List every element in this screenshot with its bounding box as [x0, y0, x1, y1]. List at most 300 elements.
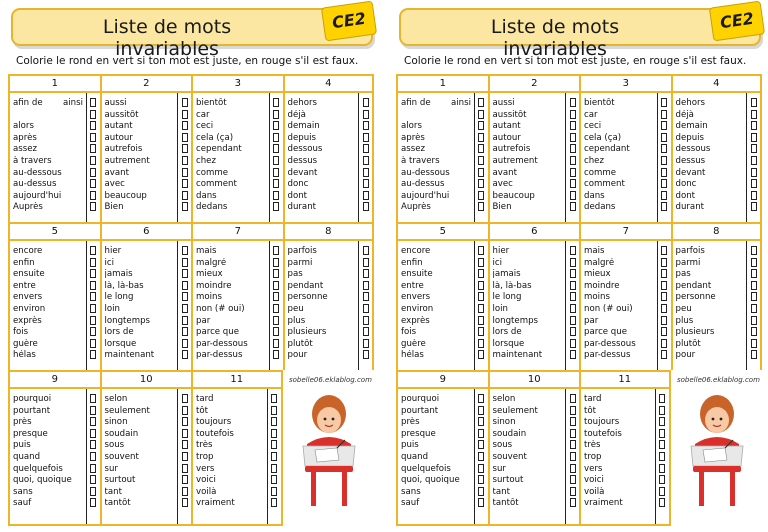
answer-checkbox[interactable] [570, 168, 576, 177]
cell-number: 7 [581, 224, 671, 241]
answer-checkbox[interactable] [570, 452, 576, 461]
answer-checkbox[interactable] [273, 191, 279, 200]
word-list [288, 98, 358, 214]
word-item: fois [13, 327, 29, 338]
word-item: au-dessus [401, 179, 445, 190]
answer-checkbox[interactable] [570, 339, 576, 348]
answer-checkbox[interactable] [182, 498, 188, 507]
answer-checkbox[interactable] [570, 202, 576, 211]
answer-checkbox[interactable] [363, 191, 369, 200]
answer-checkbox[interactable] [90, 144, 96, 153]
answer-checkbox[interactable] [478, 281, 484, 290]
answer-checkbox[interactable] [182, 156, 188, 165]
answer-checkbox[interactable] [659, 498, 665, 507]
word-list [13, 98, 83, 214]
answer-checkbox[interactable] [182, 339, 188, 348]
answer-checkbox[interactable] [570, 246, 576, 255]
word-item: soudain [104, 428, 139, 439]
answer-checkbox[interactable] [661, 144, 667, 153]
answer-checkbox[interactable] [570, 292, 576, 301]
answer-checkbox[interactable] [661, 316, 667, 325]
answer-checkbox[interactable] [659, 452, 665, 461]
answer-checkbox[interactable] [751, 339, 757, 348]
answer-checkbox[interactable] [182, 292, 188, 301]
answer-checkbox[interactable] [478, 191, 484, 200]
answer-checkbox[interactable] [271, 487, 277, 496]
word-item: non (# oui) [196, 303, 245, 314]
cell-number: 1 [398, 76, 488, 93]
answer-checkbox[interactable] [661, 339, 667, 348]
answer-checkbox[interactable] [570, 316, 576, 325]
answer-checkbox[interactable] [751, 202, 757, 211]
answer-checkbox[interactable] [182, 202, 188, 211]
answer-checkbox[interactable] [182, 394, 188, 403]
answer-checkbox[interactable] [182, 429, 188, 438]
answer-checkbox[interactable] [182, 464, 188, 473]
answer-checkbox[interactable] [90, 98, 96, 107]
illustration-area [673, 370, 762, 526]
answer-checkbox[interactable] [90, 417, 96, 426]
word-item: moindre [196, 280, 232, 291]
answer-checkbox[interactable] [478, 440, 484, 449]
answer-checkbox[interactable] [182, 191, 188, 200]
answer-checkbox[interactable] [661, 121, 667, 130]
word-item: là, là-bas [492, 280, 532, 291]
answer-checkbox[interactable] [570, 269, 576, 278]
word-item: lorsque [492, 338, 525, 349]
answer-checkbox[interactable] [570, 350, 576, 359]
answer-checkbox[interactable] [271, 406, 277, 415]
answer-checkbox[interactable] [182, 179, 188, 188]
answer-checkbox[interactable] [478, 406, 484, 415]
answer-checkbox[interactable] [570, 144, 576, 153]
answer-checkbox[interactable] [273, 292, 279, 301]
answer-checkbox[interactable] [182, 98, 188, 107]
word-item: beaucoup [492, 190, 535, 201]
answer-checkbox[interactable] [90, 394, 96, 403]
answer-checkbox[interactable] [90, 316, 96, 325]
word-item: plus [675, 315, 694, 326]
answer-checkbox[interactable] [182, 168, 188, 177]
word-item: parfois [287, 246, 317, 256]
answer-checkbox[interactable] [273, 98, 279, 107]
answer-checkbox[interactable] [661, 133, 667, 142]
answer-checkbox[interactable] [570, 191, 576, 200]
word-item: maintenant [492, 350, 543, 361]
answer-checkbox[interactable] [659, 406, 665, 415]
answer-checkbox[interactable] [661, 98, 667, 107]
answer-checkbox[interactable] [363, 156, 369, 165]
word-cell-10 [488, 370, 580, 526]
answer-checkbox[interactable] [90, 202, 96, 211]
answer-checkbox[interactable] [271, 475, 277, 484]
word-item: peu [675, 303, 692, 314]
word-item: voici [584, 475, 604, 486]
answer-checkbox[interactable] [363, 269, 369, 278]
answer-checkbox[interactable] [751, 110, 757, 119]
word-cell-11 [191, 370, 283, 526]
answer-checkbox[interactable] [273, 258, 279, 267]
answer-checkbox[interactable] [478, 110, 484, 119]
cell-number: 5 [398, 224, 488, 241]
word-cell-3 [191, 74, 283, 222]
word-item: quand [13, 451, 41, 462]
page-title: Liste de mots invariables [490, 16, 620, 60]
word-cell-3 [579, 74, 671, 222]
answer-checkbox[interactable] [478, 350, 484, 359]
answer-checkbox[interactable] [363, 98, 369, 107]
answer-checkbox[interactable] [363, 121, 369, 130]
word-item: lors de [104, 327, 134, 338]
answer-checkbox[interactable] [90, 246, 96, 255]
answer-checkbox[interactable] [363, 258, 369, 267]
answer-checkbox[interactable] [751, 156, 757, 165]
word-list [676, 98, 746, 214]
answer-checkbox[interactable] [90, 406, 96, 415]
cell-number: 3 [193, 76, 283, 93]
word-item: tôt [584, 405, 596, 416]
word-item: autrefois [104, 144, 143, 155]
answer-checkbox[interactable] [273, 133, 279, 142]
answer-checkbox[interactable] [478, 292, 484, 301]
answer-checkbox[interactable] [478, 246, 484, 255]
word-item: mieux [196, 269, 223, 280]
word-item: Bien [104, 202, 124, 213]
answer-checkbox[interactable] [661, 281, 667, 290]
answer-checkbox[interactable] [478, 202, 484, 211]
answer-checkbox[interactable] [661, 269, 667, 278]
answer-checkbox[interactable] [661, 258, 667, 267]
answer-checkbox[interactable] [661, 168, 667, 177]
answer-checkbox[interactable] [570, 121, 576, 130]
answer-checkbox[interactable] [273, 246, 279, 255]
answer-checkbox[interactable] [751, 258, 757, 267]
answer-checkbox[interactable] [751, 350, 757, 359]
answer-checkbox[interactable] [90, 168, 96, 177]
answer-checkbox[interactable] [659, 417, 665, 426]
word-item: voilà [584, 486, 605, 497]
answer-checkbox[interactable] [90, 350, 96, 359]
answer-checkbox[interactable] [90, 429, 96, 438]
answer-checkbox[interactable] [273, 144, 279, 153]
answer-checkbox[interactable] [478, 144, 484, 153]
answer-checkbox[interactable] [478, 156, 484, 165]
word-item: ainsi [63, 98, 83, 108]
answer-checkbox[interactable] [182, 417, 188, 426]
answer-checkbox[interactable] [182, 304, 188, 313]
answer-checkbox[interactable] [751, 168, 757, 177]
answer-checkbox[interactable] [570, 156, 576, 165]
answer-checkbox[interactable] [182, 258, 188, 267]
cell-number: 2 [102, 76, 192, 93]
word-item: pour [675, 350, 696, 361]
answer-checkbox[interactable] [182, 110, 188, 119]
answer-checkbox[interactable] [661, 191, 667, 200]
answer-checkbox[interactable] [363, 304, 369, 313]
answer-checkbox[interactable] [363, 292, 369, 301]
answer-checkbox[interactable] [751, 246, 757, 255]
answer-checkbox[interactable] [570, 98, 576, 107]
cell-number: 4 [673, 76, 761, 93]
word-item: dehors [287, 98, 317, 108]
answer-checkbox[interactable] [478, 394, 484, 403]
answer-checkbox[interactable] [570, 258, 576, 267]
answer-checkbox[interactable] [182, 452, 188, 461]
answer-checkbox[interactable] [182, 133, 188, 142]
answer-checkbox[interactable] [570, 464, 576, 473]
answer-checkbox[interactable] [90, 110, 96, 119]
answer-checkbox[interactable] [90, 121, 96, 130]
answer-checkbox[interactable] [273, 316, 279, 325]
answer-checkbox[interactable] [661, 246, 667, 255]
word-item: ceci [584, 121, 602, 132]
word-item: personne [287, 292, 328, 303]
answer-checkbox[interactable] [661, 179, 667, 188]
answer-checkbox[interactable] [273, 304, 279, 313]
answer-checkbox[interactable] [659, 429, 665, 438]
answer-checkbox[interactable] [659, 487, 665, 496]
answer-checkbox[interactable] [182, 121, 188, 130]
answer-checkbox[interactable] [363, 327, 369, 336]
answer-checkbox[interactable] [90, 292, 96, 301]
answer-checkbox[interactable] [478, 258, 484, 267]
word-item: tant [104, 486, 122, 497]
answer-checkbox[interactable] [570, 327, 576, 336]
answer-checkbox[interactable] [90, 498, 96, 507]
answer-checkbox[interactable] [273, 179, 279, 188]
title-banner [11, 8, 373, 60]
word-item: quelquefois [401, 463, 451, 474]
word-item: chez [196, 155, 216, 166]
answer-checkbox[interactable] [182, 440, 188, 449]
answer-checkbox[interactable] [751, 133, 757, 142]
word-item: avant [492, 167, 517, 178]
answer-checkbox[interactable] [90, 191, 96, 200]
answer-checkbox[interactable] [182, 281, 188, 290]
answer-checkbox[interactable] [751, 316, 757, 325]
word-list [401, 246, 471, 362]
answer-checkbox[interactable] [273, 281, 279, 290]
answer-checkbox[interactable] [273, 202, 279, 211]
answer-checkbox[interactable] [363, 246, 369, 255]
answer-checkbox[interactable] [182, 350, 188, 359]
answer-checkbox[interactable] [570, 429, 576, 438]
answer-checkbox[interactable] [478, 339, 484, 348]
answer-checkbox[interactable] [751, 327, 757, 336]
word-item: beaucoup [104, 190, 147, 201]
answer-checkbox[interactable] [751, 191, 757, 200]
answer-checkbox[interactable] [570, 133, 576, 142]
answer-checkbox[interactable] [273, 168, 279, 177]
answer-checkbox[interactable] [570, 304, 576, 313]
cell-body [490, 241, 580, 370]
answer-checkbox[interactable] [570, 440, 576, 449]
answer-checkbox[interactable] [90, 133, 96, 142]
answer-checkbox[interactable] [478, 168, 484, 177]
word-item: encore [401, 246, 431, 256]
site-credit: sobelle06.eklablog.com [677, 376, 760, 384]
answer-checkbox[interactable] [478, 179, 484, 188]
word-item: enfin [13, 257, 35, 268]
answer-checkbox[interactable] [271, 440, 277, 449]
answer-checkbox[interactable] [751, 269, 757, 278]
answer-checkbox[interactable] [570, 110, 576, 119]
answer-checkbox[interactable] [570, 417, 576, 426]
answer-checkbox[interactable] [751, 281, 757, 290]
word-list [493, 98, 563, 214]
answer-checkbox[interactable] [570, 406, 576, 415]
answer-checkbox[interactable] [478, 464, 484, 473]
answer-checkbox[interactable] [478, 304, 484, 313]
answer-checkbox[interactable] [273, 110, 279, 119]
answer-checkbox[interactable] [182, 487, 188, 496]
answer-checkbox[interactable] [661, 327, 667, 336]
word-item: aussitôt [492, 109, 527, 120]
answer-checkbox[interactable] [363, 339, 369, 348]
answer-checkbox[interactable] [751, 292, 757, 301]
answer-checkbox[interactable] [90, 327, 96, 336]
word-item: là, là-bas [104, 280, 144, 291]
word-item: envers [13, 292, 43, 303]
answer-checkbox[interactable] [659, 394, 665, 403]
answer-checkbox[interactable] [478, 269, 484, 278]
answer-checkbox[interactable] [661, 202, 667, 211]
answer-checkbox[interactable] [273, 327, 279, 336]
answer-checkbox[interactable] [90, 269, 96, 278]
answer-checkbox[interactable] [478, 498, 484, 507]
answer-checkbox[interactable] [478, 487, 484, 496]
answer-checkbox[interactable] [363, 350, 369, 359]
answer-checkbox[interactable] [659, 464, 665, 473]
word-item: sinon [492, 417, 516, 428]
answer-checkbox[interactable] [182, 246, 188, 255]
answer-checkbox[interactable] [90, 464, 96, 473]
answer-checkbox[interactable] [271, 464, 277, 473]
answer-checkbox[interactable] [271, 498, 277, 507]
answer-checkbox[interactable] [271, 417, 277, 426]
answer-checkbox[interactable] [478, 327, 484, 336]
answer-checkbox[interactable] [659, 475, 665, 484]
answer-checkbox[interactable] [363, 179, 369, 188]
word-item: ici [104, 257, 115, 268]
answer-checkbox[interactable] [570, 498, 576, 507]
answer-checkbox[interactable] [570, 281, 576, 290]
word-item: hier [104, 246, 122, 256]
answer-checkbox[interactable] [570, 394, 576, 403]
word-item: dont [287, 190, 308, 201]
cell-body [285, 93, 373, 222]
answer-checkbox[interactable] [363, 133, 369, 142]
answer-checkbox[interactable] [478, 475, 484, 484]
word-item: plusieurs [675, 327, 715, 338]
answer-checkbox[interactable] [182, 406, 188, 415]
answer-checkbox[interactable] [478, 121, 484, 130]
word-list [584, 394, 654, 510]
answer-checkbox[interactable] [661, 156, 667, 165]
answer-checkbox[interactable] [271, 394, 277, 403]
word-item: aussi [492, 98, 515, 108]
answer-checkbox[interactable] [182, 144, 188, 153]
answer-checkbox[interactable] [661, 110, 667, 119]
answer-checkbox[interactable] [570, 475, 576, 484]
answer-checkbox[interactable] [751, 144, 757, 153]
answer-checkbox[interactable] [661, 304, 667, 313]
answer-checkbox[interactable] [363, 281, 369, 290]
answer-checkbox[interactable] [363, 110, 369, 119]
word-item: donc [675, 179, 697, 190]
answer-checkbox[interactable] [90, 440, 96, 449]
answer-checkbox[interactable] [273, 350, 279, 359]
answer-checkbox[interactable] [363, 202, 369, 211]
answer-checkbox[interactable] [478, 316, 484, 325]
answer-checkbox[interactable] [751, 121, 757, 130]
answer-checkbox[interactable] [90, 475, 96, 484]
answer-checkbox[interactable] [273, 269, 279, 278]
answer-checkbox[interactable] [90, 179, 96, 188]
word-item: comme [584, 167, 617, 178]
checkbox-column [269, 93, 283, 222]
answer-checkbox[interactable] [271, 452, 277, 461]
answer-checkbox[interactable] [478, 98, 484, 107]
word-item: durant [287, 202, 317, 213]
answer-checkbox[interactable] [751, 179, 757, 188]
answer-checkbox[interactable] [90, 281, 96, 290]
answer-checkbox[interactable] [751, 304, 757, 313]
word-item: aussitôt [104, 109, 139, 120]
word-item: autant [104, 121, 133, 132]
answer-checkbox[interactable] [659, 440, 665, 449]
word-item: parmi [287, 257, 313, 268]
answer-checkbox[interactable] [570, 487, 576, 496]
answer-checkbox[interactable] [661, 350, 667, 359]
answer-checkbox[interactable] [90, 452, 96, 461]
word-item: dessous [675, 144, 711, 155]
answer-checkbox[interactable] [661, 292, 667, 301]
answer-checkbox[interactable] [478, 429, 484, 438]
answer-checkbox[interactable] [478, 452, 484, 461]
word-item: par-dessus [584, 350, 631, 361]
answer-checkbox[interactable] [182, 475, 188, 484]
answer-checkbox[interactable] [273, 121, 279, 130]
answer-checkbox[interactable] [751, 98, 757, 107]
answer-checkbox[interactable] [363, 168, 369, 177]
cell-number: 3 [581, 76, 671, 93]
word-item: voilà [196, 486, 217, 497]
answer-checkbox[interactable] [182, 316, 188, 325]
answer-checkbox[interactable] [182, 269, 188, 278]
answer-checkbox[interactable] [478, 133, 484, 142]
answer-checkbox[interactable] [271, 429, 277, 438]
answer-checkbox[interactable] [90, 156, 96, 165]
answer-checkbox[interactable] [273, 339, 279, 348]
answer-checkbox[interactable] [363, 144, 369, 153]
answer-checkbox[interactable] [182, 327, 188, 336]
answer-checkbox[interactable] [90, 304, 96, 313]
answer-checkbox[interactable] [478, 417, 484, 426]
word-item: assez [13, 144, 38, 155]
answer-checkbox[interactable] [90, 258, 96, 267]
checkbox-column [269, 241, 283, 370]
word-item: enfin [401, 257, 423, 268]
word-item: sur [492, 463, 506, 474]
answer-checkbox[interactable] [90, 487, 96, 496]
answer-checkbox[interactable] [570, 179, 576, 188]
answer-checkbox[interactable] [273, 156, 279, 165]
answer-checkbox[interactable] [90, 339, 96, 348]
answer-checkbox[interactable] [363, 316, 369, 325]
word-item: vers [196, 463, 215, 474]
word-item-pair [13, 98, 83, 110]
